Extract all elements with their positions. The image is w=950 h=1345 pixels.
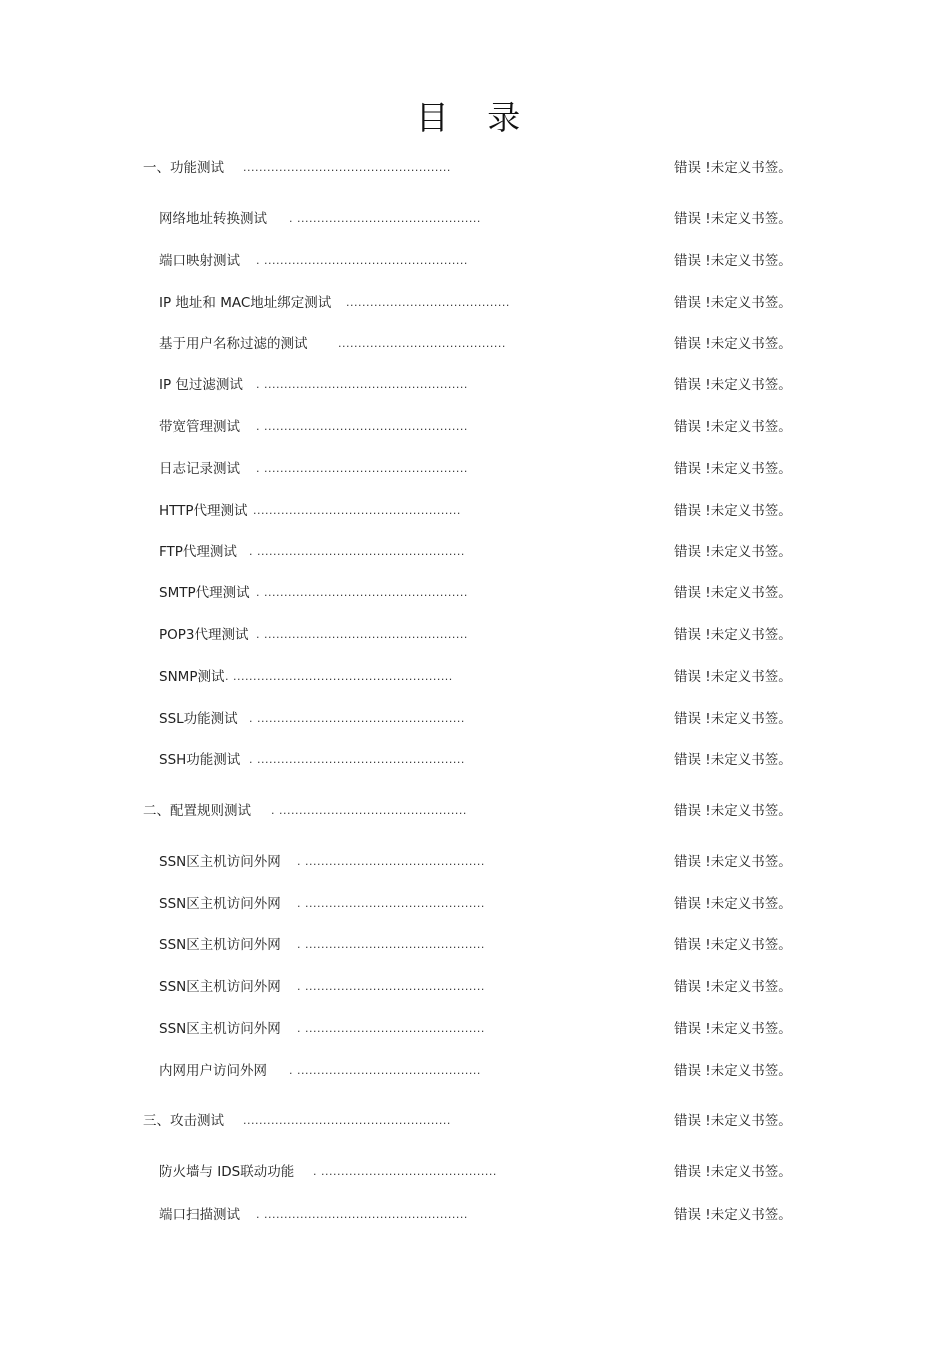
toc-entry[interactable]	[0, 851, 950, 873]
toc-entry[interactable]	[0, 292, 950, 314]
toc-entry[interactable]	[0, 250, 950, 272]
toc-entry-label: 端口映射测试	[159, 253, 240, 269]
toc-entry-label: HTTP代理测试	[159, 503, 248, 519]
toc-entry[interactable]	[0, 374, 950, 396]
toc-entry[interactable]	[0, 1110, 950, 1132]
toc-entry[interactable]	[0, 157, 950, 179]
toc-entry-leader: . ...................................................	[256, 254, 468, 267]
toc-entry-page-ref: 错误 !未定义书签。	[674, 336, 792, 352]
toc-entry-page-ref: 错误 !未定义书签。	[674, 669, 792, 685]
toc-entry[interactable]	[0, 1018, 950, 1040]
toc-entry[interactable]	[0, 500, 950, 522]
toc-entry-leader: . ...................................................	[256, 420, 468, 433]
toc-entry-page-ref: 错误 !未定义书签。	[674, 461, 792, 477]
toc-entry[interactable]	[0, 976, 950, 998]
toc-entry-label: 防火墙与 IDS联动功能	[159, 1164, 295, 1180]
toc-entry-label: SSN区主机访问外网	[159, 854, 281, 870]
toc-entry-label: SSL功能测试	[159, 711, 238, 727]
toc-entry-label: 内网用户访问外网	[159, 1063, 267, 1079]
toc-entry-leader: . ...................................................	[256, 462, 468, 475]
toc-entry[interactable]	[0, 1161, 950, 1183]
toc-entry[interactable]	[0, 708, 950, 730]
toc-entry-page-ref: 错误 !未定义书签。	[674, 544, 792, 560]
toc-entry[interactable]	[0, 624, 950, 646]
toc-entry-label: 端口扫描测试	[159, 1207, 240, 1223]
toc-entry-leader: . ...................................................	[256, 378, 468, 391]
toc-entry-page-ref: 错误 !未定义书签。	[674, 377, 792, 393]
toc-entry-label: SSH功能测试	[159, 752, 241, 768]
toc-entry-leader: . ....................................................	[249, 753, 465, 766]
toc-entry-leader: .........................................	[346, 296, 510, 309]
toc-entry-label: SSN区主机访问外网	[159, 979, 281, 995]
toc-entry-leader: . .............................................	[297, 1022, 485, 1035]
toc-entry-label: 三、攻击测试	[143, 1113, 224, 1129]
toc-entry-page-ref: 错误 !未定义书签。	[674, 896, 792, 912]
toc-entry[interactable]	[0, 582, 950, 604]
toc-entry-label: 网络地址转换测试	[159, 211, 267, 227]
toc-entry[interactable]	[0, 749, 950, 771]
toc-entry[interactable]	[0, 1204, 950, 1226]
toc-title: 目 录	[415, 98, 535, 137]
toc-entry-leader: . ...................................................	[256, 586, 468, 599]
toc-entry-leader: ....................................................	[243, 161, 451, 174]
toc-entry-label: 二、配置规则测试	[143, 803, 251, 819]
toc-entry-leader: . ....................................................	[249, 545, 465, 558]
toc-entry-page-ref: 错误 !未定义书签。	[674, 711, 792, 727]
toc-entry-leader: ....................................................	[243, 1114, 451, 1127]
toc-entry-page-ref: 错误 !未定义书签。	[674, 1207, 792, 1223]
toc-entry-label: SSN区主机访问外网	[159, 937, 281, 953]
toc-entry-leader: . ...............................................	[271, 804, 467, 817]
toc-entry-page-ref: 错误 !未定义书签。	[674, 937, 792, 953]
toc-entry-leader: ..........................................	[338, 337, 506, 350]
toc-entry-page-ref: 错误 !未定义书签。	[674, 160, 792, 176]
toc-entry-page-ref: 错误 !未定义书签。	[674, 1164, 792, 1180]
toc-entry[interactable]	[0, 458, 950, 480]
toc-entry-page-ref: 错误 !未定义书签。	[674, 503, 792, 519]
toc-entry-leader: . ...................................................	[256, 1208, 468, 1221]
toc-entry-leader: . ............................................	[313, 1165, 497, 1178]
toc-entry-leader: ....................................................	[253, 504, 461, 517]
toc-entry-page-ref: 错误 !未定义书签。	[674, 1021, 792, 1037]
toc-entry-page-ref: 错误 !未定义书签。	[674, 1063, 792, 1079]
toc-entry-label: 一、功能测试	[143, 160, 224, 176]
toc-entry-page-ref: 错误 !未定义书签。	[674, 211, 792, 227]
toc-entry-page-ref: 错误 !未定义书签。	[674, 752, 792, 768]
toc-entry-leader: . .......................................................	[225, 670, 453, 683]
toc-entry-leader: . ..............................................	[289, 212, 481, 225]
toc-entry-label: SSN区主机访问外网	[159, 896, 281, 912]
toc-entry-label: POP3代理测试	[159, 627, 249, 643]
toc-entry-page-ref: 错误 !未定义书签。	[674, 253, 792, 269]
toc-entry-label: SNMP测试	[159, 669, 225, 685]
toc-entry[interactable]	[0, 893, 950, 915]
toc-entry-leader: . ..............................................	[289, 1064, 481, 1077]
toc-entry-label: 日志记录测试	[159, 461, 240, 477]
toc-entry-label: IP 地址和 MAC地址绑定测试	[159, 295, 332, 311]
toc-entry[interactable]	[0, 800, 950, 822]
toc-entry-label: FTP代理测试	[159, 544, 237, 560]
toc-entry-leader: . .............................................	[297, 938, 485, 951]
toc-entry[interactable]	[0, 666, 950, 688]
toc-entry[interactable]	[0, 208, 950, 230]
toc-entry-label: 基于用户名称过滤的测试	[159, 336, 308, 352]
toc-entry-label: IP 包过滤测试	[159, 377, 243, 393]
toc-entry-label: SMTP代理测试	[159, 585, 250, 601]
toc-entry[interactable]	[0, 416, 950, 438]
toc-entry-page-ref: 错误 !未定义书签。	[674, 979, 792, 995]
toc-entry[interactable]	[0, 934, 950, 956]
toc-entry-page-ref: 错误 !未定义书签。	[674, 854, 792, 870]
toc-entry[interactable]	[0, 1060, 950, 1082]
toc-entry-leader: . .............................................	[297, 897, 485, 910]
toc-entry[interactable]	[0, 333, 950, 355]
toc-entry-page-ref: 错误 !未定义书签。	[674, 1113, 792, 1129]
toc-entry-page-ref: 错误 !未定义书签。	[674, 295, 792, 311]
toc-entry-leader: . ....................................................	[249, 712, 465, 725]
toc-entry-page-ref: 错误 !未定义书签。	[674, 419, 792, 435]
toc-entry[interactable]	[0, 541, 950, 563]
toc-entry-label: SSN区主机访问外网	[159, 1021, 281, 1037]
toc-entry-page-ref: 错误 !未定义书签。	[674, 627, 792, 643]
toc-entry-leader: . .............................................	[297, 980, 485, 993]
toc-entry-leader: . ...................................................	[256, 628, 468, 641]
toc-entry-label: 带宽管理测试	[159, 419, 240, 435]
toc-entry-page-ref: 错误 !未定义书签。	[674, 585, 792, 601]
toc-entry-page-ref: 错误 !未定义书签。	[674, 803, 792, 819]
toc-entry-leader: . .............................................	[297, 855, 485, 868]
